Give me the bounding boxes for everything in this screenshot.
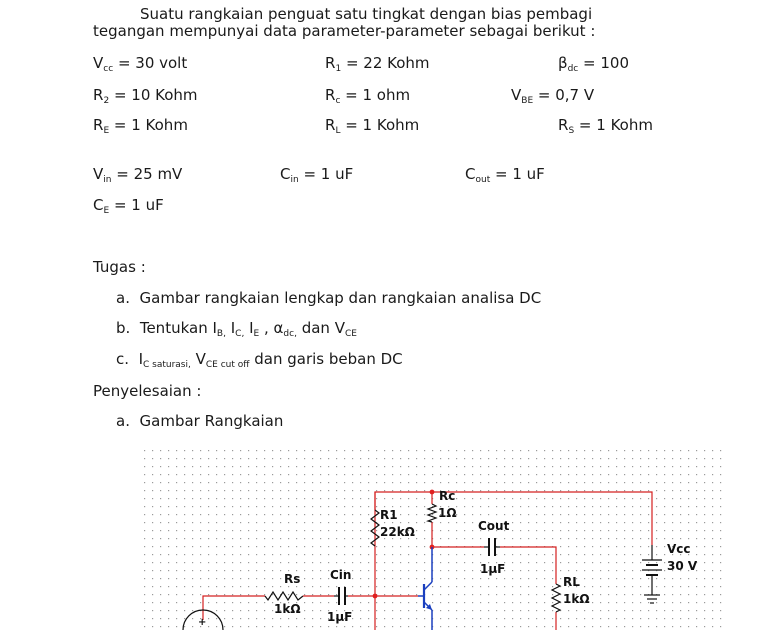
r1-value: 22kΩ — [380, 525, 415, 539]
cout-label: Cout — [478, 519, 510, 533]
param-vbe: $V_{BE} = 0,7$ V — [511, 86, 595, 106]
grid-background — [144, 450, 724, 630]
cout-value: 1µF — [480, 562, 506, 576]
param-beta-dc: $\beta_{dc} = 100$ — [558, 54, 629, 74]
param-re: $R_E = 1$ Kohm — [93, 116, 188, 136]
cin-value: 1µF — [327, 610, 353, 624]
intro-line-2: tegangan mempunyai data parameter-parameter sebagai berikut : — [93, 22, 596, 40]
penyelesaian-item-a: a. Gambar Rangkaian — [116, 412, 284, 430]
cin-label: Cin — [330, 568, 352, 582]
param-vcc: $V_{cc} = 30$ volt — [93, 54, 188, 74]
penyelesaian-heading: Penyelesaian : — [93, 382, 202, 400]
rs-label: Rs — [284, 572, 301, 586]
param-rs: $R_S = 1$ Kohm — [558, 116, 653, 136]
rl-label: RL — [563, 575, 580, 589]
rc-label: Rc — [439, 489, 456, 503]
param-cin: $C_{in} = 1$ uF — [280, 165, 354, 185]
rc-value: 1Ω — [438, 506, 457, 520]
r1-label: R1 — [380, 508, 398, 522]
tugas-item-b: b. Tentukan $I_{B,}$ $I_{C,}$ $I_E$ , $\alpha_{dc,}$ dan $V_{CE}$ — [116, 319, 357, 339]
param-rc: $R_c = 1$ ohm — [325, 86, 411, 106]
tugas-item-a: a. Gambar rangkaian lengkap dan rangkaian analisa DC — [116, 289, 542, 307]
param-rl: $R_L = 1$ Kohm — [325, 116, 420, 136]
base-node — [373, 594, 378, 599]
tugas-item-c: c. $I_{C saturasi,}$ $V_{CE cut off}$ dan garis beban DC — [116, 350, 403, 370]
param-ce: $C_E = 1$ uF — [93, 196, 164, 216]
vcc-label: Vcc — [667, 542, 691, 556]
intro-line-1: Suatu rangkaian penguat satu tingkat dengan bias pembagi — [140, 5, 593, 23]
vcc-value: 30 V — [667, 559, 698, 573]
vin-plus-label: + — [198, 617, 207, 628]
rs-value: 1kΩ — [274, 602, 301, 616]
param-cout: $C_{out} = 1$ uF — [465, 165, 545, 185]
tugas-heading: Tugas : — [93, 258, 146, 276]
rl-value: 1kΩ — [563, 592, 590, 606]
param-vin: $V_{in} = 25$ mV — [93, 165, 183, 185]
rc-top-node — [430, 490, 435, 495]
param-r2: $R_2 = 10$ Kohm — [93, 86, 198, 106]
param-r1: $R_1 = 22$ Kohm — [325, 54, 430, 74]
